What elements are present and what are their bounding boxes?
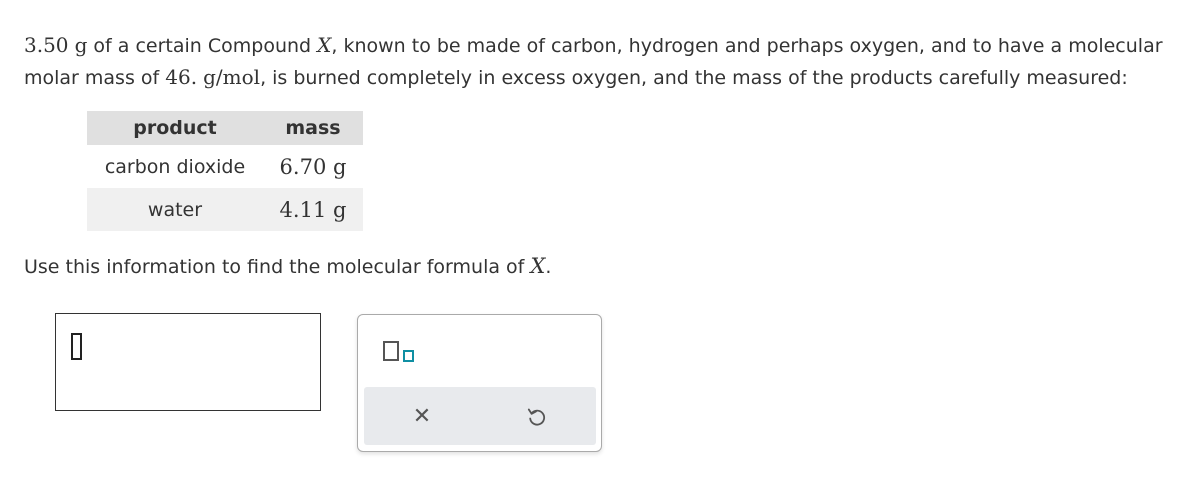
close-x-icon: ✕ (412, 403, 432, 429)
question-end: . (545, 256, 552, 278)
compound-variable: X (317, 33, 332, 57)
question-prompt (24, 254, 551, 278)
sample-mass-value: 3.50 (24, 33, 69, 57)
header-mass: mass (263, 111, 363, 145)
molar-mass-value: 46. (165, 65, 198, 89)
text-cursor (71, 333, 82, 360)
product-name: carbon dioxide (87, 145, 263, 188)
problem-text-3: , is burned completely in excess oxygen, and the mass of the products carefully measured: (260, 67, 1128, 89)
products-table (87, 111, 363, 231)
molar-mass-unit: g/mol (203, 65, 261, 89)
undo-button[interactable] (522, 401, 552, 431)
palette-action-bar (364, 387, 596, 445)
problem-text-1: of a certain Compound (87, 35, 318, 57)
subscript-button[interactable] (383, 336, 423, 366)
header-product: product (87, 111, 263, 145)
table-header-row (87, 111, 363, 145)
clear-button[interactable] (407, 401, 437, 431)
product-mass: 6.70 g (263, 145, 363, 188)
undo-icon (527, 405, 547, 427)
question-variable: X (530, 254, 546, 278)
sample-mass-unit: g (74, 33, 88, 57)
subscript-small-box-icon (403, 350, 414, 362)
answer-input[interactable] (55, 313, 321, 411)
product-name: water (87, 188, 263, 231)
subscript-template-icon (383, 341, 399, 361)
question-text: Use this information to find the molecular formula of (24, 256, 531, 278)
product-mass: 4.11 g (263, 188, 363, 231)
problem-text-2: , known to be made of carbon, hydrogen and perhaps oxygen, and to have a molecular molar mass of (24, 35, 1163, 89)
table-row (87, 188, 363, 231)
table-row (87, 145, 363, 188)
formula-palette (357, 314, 602, 452)
problem-statement (24, 30, 1184, 94)
